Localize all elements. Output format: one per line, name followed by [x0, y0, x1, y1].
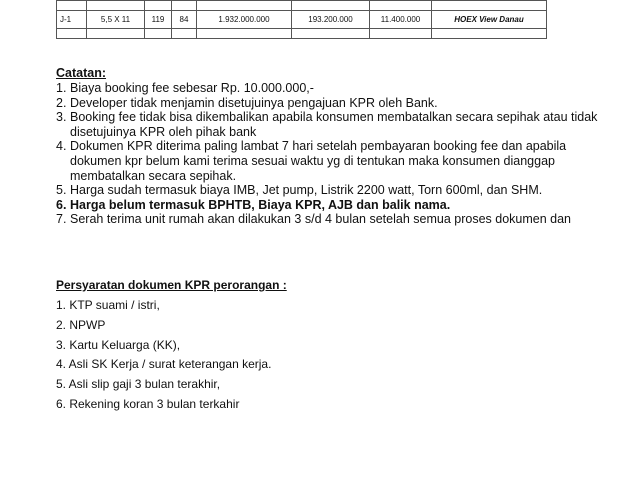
note-number: 2. [56, 95, 67, 110]
note-text: Booking fee tidak bisa dikembalikan apabila konsumen membatalkan secara sepihak atau tidak disetujuinya KPR oleh pihak bank [70, 110, 598, 139]
requirements-list [56, 298, 596, 411]
note-text: Harga sudah termasuk biaya IMB, Jet pump, Listrik 2200 watt, Torn 600ml, dan SHM. [70, 183, 543, 198]
unit-size: 5,5 X 11 [87, 11, 145, 29]
requirement-item: 1. KTP suami / istri, [56, 298, 160, 312]
note-number: 1. [56, 81, 67, 95]
note-item-7 [56, 212, 616, 227]
table-row-blank-top [57, 1, 547, 11]
table-row [57, 11, 547, 29]
note-text: Serah terima unit rumah akan dilakukan 3 s/d 4 bulan setelah semua proses dokumen dan [70, 212, 571, 227]
notes-list [56, 81, 616, 227]
price-table [56, 0, 547, 39]
note-number: 4. [56, 139, 67, 154]
note-number: 7. [56, 212, 67, 227]
note-item-5 [56, 183, 616, 198]
requirement-item: 2. NPWP [56, 317, 106, 332]
note-text: Dokumen KPR diterima paling lambat 7 hari setelah pembayaran booking fee dan apabila dokumen kpr belum kami terima sesuai waktu yg di tentukan maka konsumen dianggap membatalkan secara sepihak. [70, 139, 567, 183]
notes-title: Catatan: [56, 66, 107, 80]
unit-name: HOEX View Danau [432, 11, 547, 29]
note-number: 3. [56, 110, 67, 125]
requirements-section [56, 278, 596, 417]
note-item-3 [56, 110, 616, 139]
note-number: 5. [56, 183, 67, 198]
building-area: 84 [172, 11, 197, 29]
unit-price: 1.932.000.000 [197, 11, 292, 29]
down-payment: 193.200.000 [292, 11, 370, 29]
unit-code: J-1 [57, 11, 87, 29]
note-item-4 [56, 139, 616, 183]
note-item-6 [56, 198, 616, 213]
note-number: 6. [56, 197, 67, 212]
requirement-item: 4. Asli SK Kerja / surat keterangan kerja. [56, 357, 272, 372]
requirement-item: 6. Rekening koran 3 bulan terkahir [56, 396, 240, 411]
requirement-item: 5. Asli slip gaji 3 bulan terakhir, [56, 377, 221, 392]
table-row-blank-bottom [57, 29, 547, 39]
note-item-2 [56, 96, 616, 111]
notes-section [56, 66, 616, 227]
note-text: Biaya booking fee sebesar Rp. 10.000.000,- [70, 81, 314, 95]
requirement-item: 3. Kartu Keluarga (KK), [56, 337, 181, 352]
note-text: Developer tidak menjamin disetujuinya pengajuan KPR oleh Bank. [70, 95, 438, 110]
note-text: Harga belum termasuk BPHTB, Biaya KPR, AJB dan balik nama. [70, 197, 451, 212]
requirements-title: Persyaratan dokumen KPR perorangan : [56, 278, 287, 292]
land-area: 119 [145, 11, 172, 29]
installment: 11.400.000 [370, 11, 432, 29]
note-item-1 [56, 81, 616, 96]
